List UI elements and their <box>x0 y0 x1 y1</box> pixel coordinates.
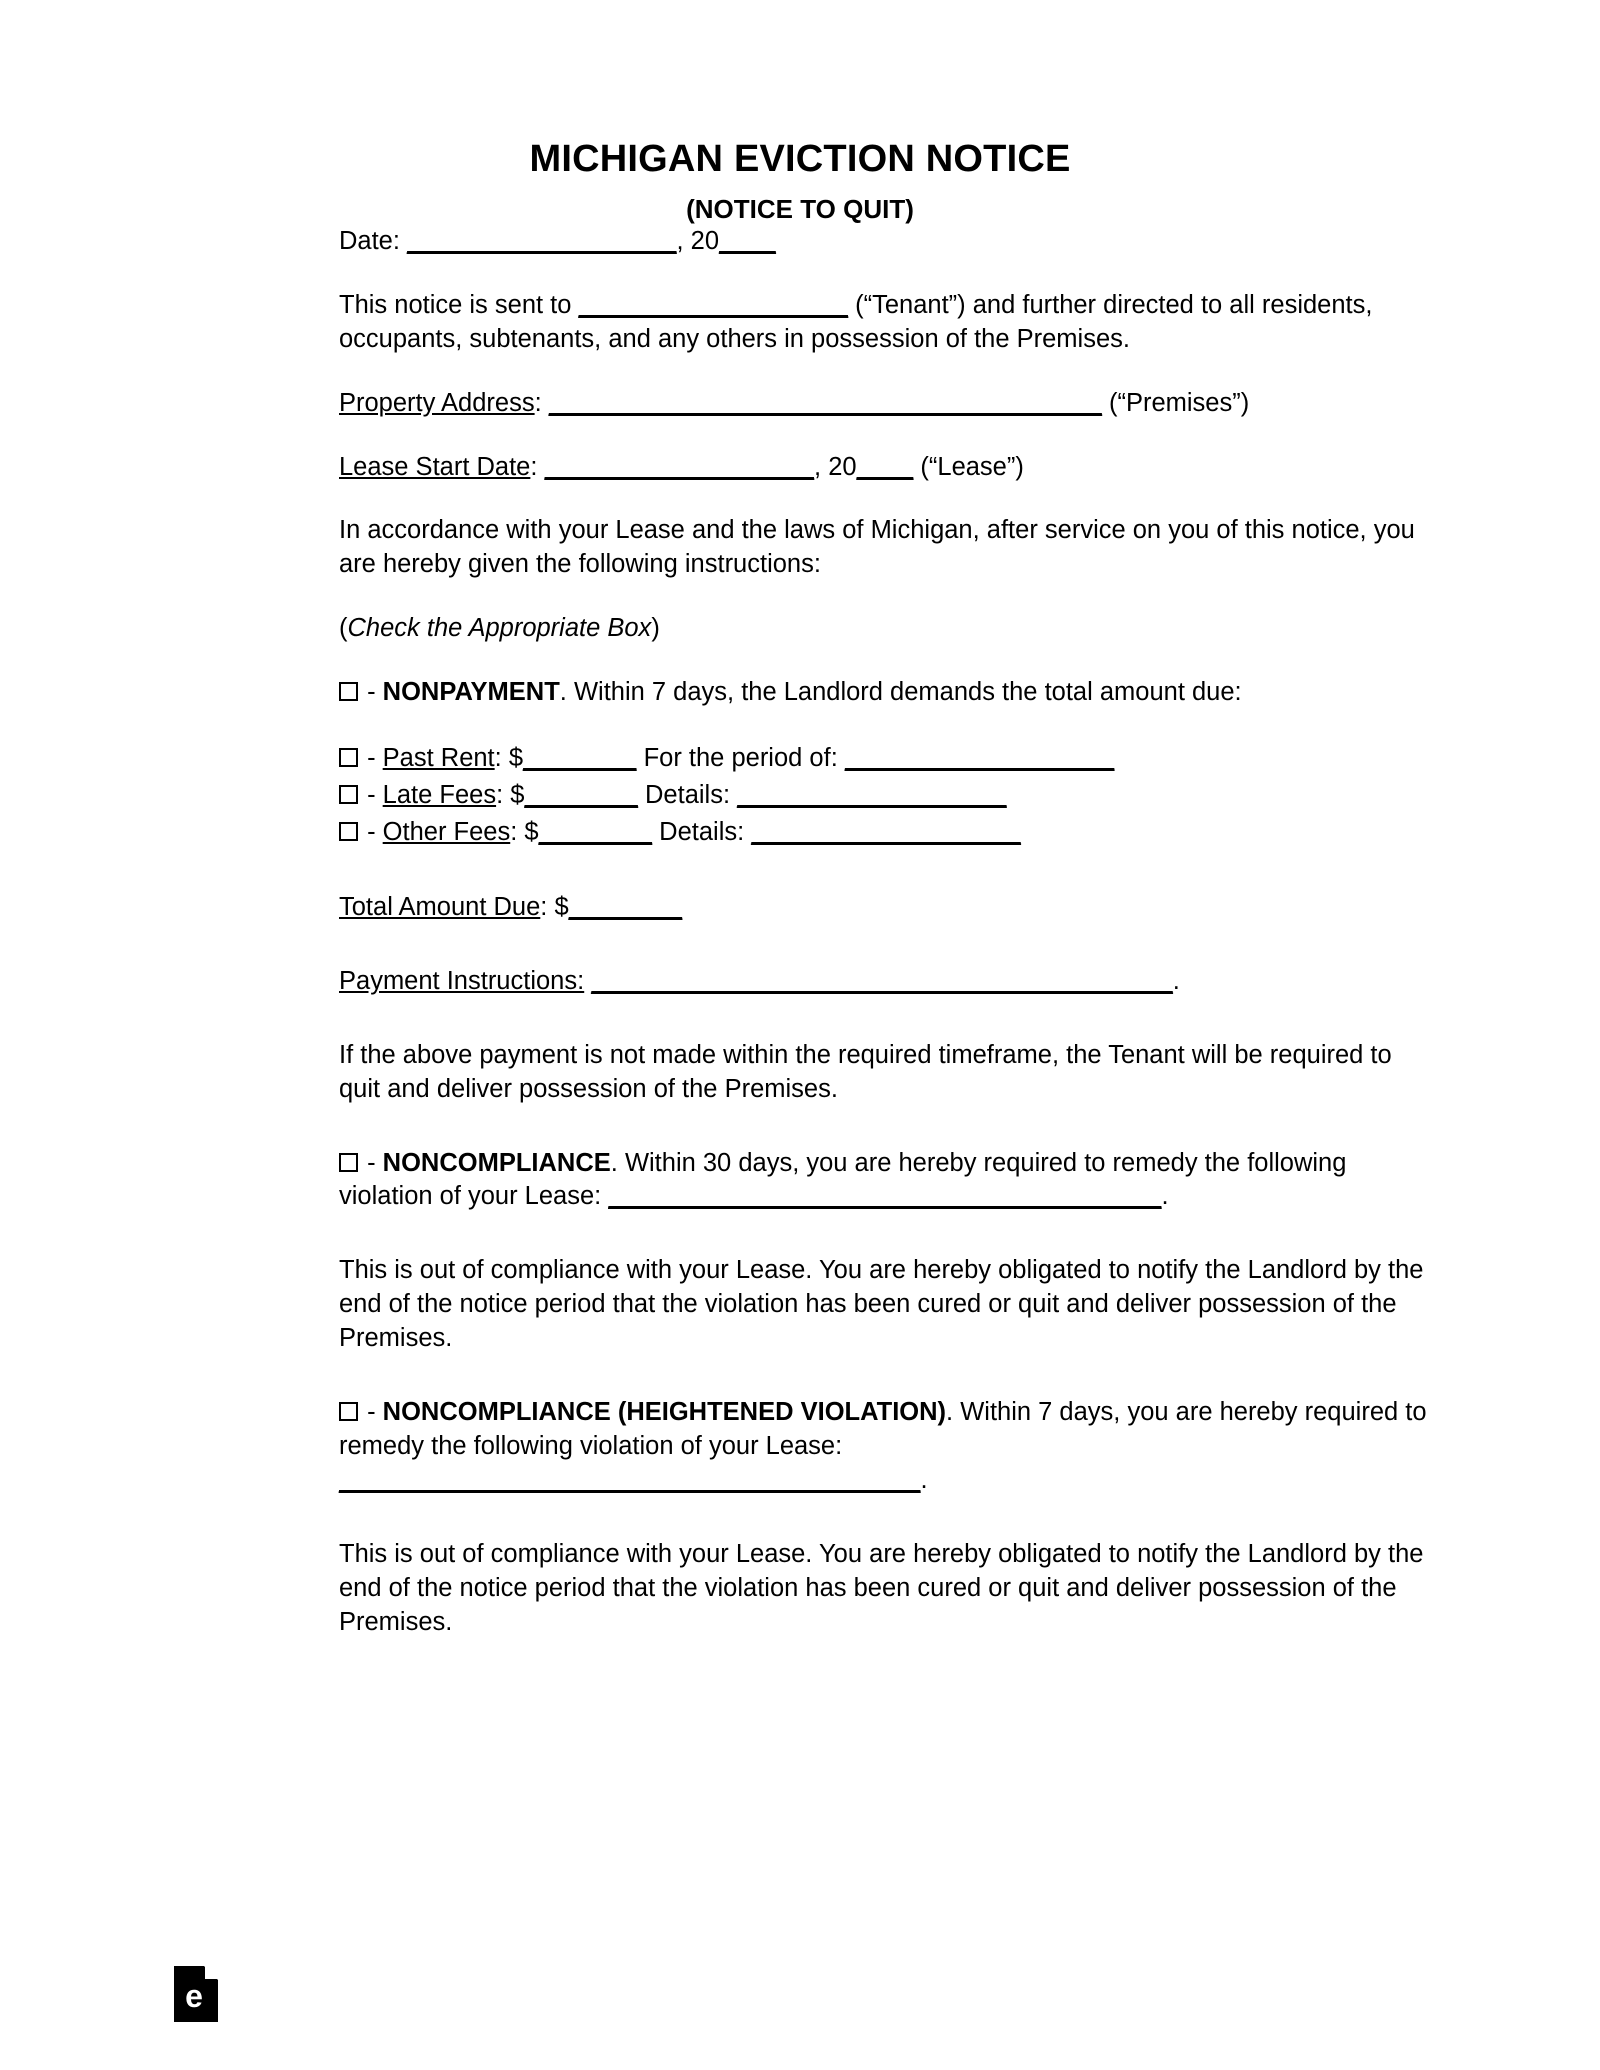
late-fees-label: Late Fees <box>382 781 497 810</box>
other-fees-checkbox[interactable] <box>339 822 358 841</box>
nonpayment-separator: - <box>360 678 383 707</box>
late-fees-currency: $ <box>503 781 525 810</box>
accordance-paragraph: In accordance with your Lease and the laws of Michigan, after service on you of this notice, you are hereby given the following instructions: <box>339 516 1415 579</box>
noncompliance-heightened-option <box>339 1396 1427 1498</box>
list-item <box>339 740 1427 777</box>
total-amount-due-colon: : <box>540 892 548 921</box>
nonpayment-option <box>339 676 1427 710</box>
eforms-document-logo-icon <box>174 1966 218 2022</box>
late-fees-detail-blank[interactable]: ___________________ <box>737 781 1007 810</box>
lease-start-date-colon: : <box>530 452 538 481</box>
payment-instructions-blank[interactable]: _________________________________________ <box>591 966 1173 995</box>
other-fees-colon: : <box>510 817 518 846</box>
date-blank[interactable]: ___________________ <box>407 226 677 255</box>
late-fees-separator: - <box>360 781 383 810</box>
other-fees-label: Other Fees <box>382 817 511 846</box>
other-fees-detail-label: Details: <box>652 817 745 846</box>
other-fees-separator: - <box>360 817 383 846</box>
date-year-prefix: , 20 <box>676 226 720 255</box>
past-rent-amount-blank[interactable]: ________ <box>523 744 637 773</box>
noncompliance-heightened-checkbox[interactable] <box>339 1402 358 1421</box>
noncompliance-text: Within 30 days, you are hereby required to remedy the following violation of your Lease: <box>339 1148 1347 1211</box>
noncompliance-heightened-period: . <box>920 1465 928 1494</box>
past-rent-separator: - <box>360 744 383 773</box>
late-fees-amount-blank[interactable]: ________ <box>524 781 638 810</box>
total-amount-due-blank[interactable]: ________ <box>568 892 683 921</box>
logo-letter: e <box>185 1978 203 2014</box>
noncompliance-heading: NONCOMPLIANCE <box>382 1148 611 1177</box>
noncompliance-period: . <box>1161 1182 1169 1211</box>
noncompliance-option <box>339 1147 1427 1215</box>
noncompliance-checkbox[interactable] <box>339 1153 358 1172</box>
list-item <box>339 777 1427 814</box>
close-paren: ) <box>651 614 660 643</box>
late-fees-checkbox[interactable] <box>339 785 358 804</box>
date-label: Date: <box>339 226 400 255</box>
past-rent-colon: : <box>494 744 502 773</box>
payment-instructions-period: . <box>1172 966 1180 995</box>
nonpayment-consequence: If the above payment is not made within the required timeframe, the Tenant will be required to quit and deliver possession of the Premises. <box>339 1040 1392 1103</box>
lease-start-date-label: Lease Start Date <box>339 452 531 481</box>
check-box-instruction <box>339 612 1427 646</box>
total-amount-due-currency: $ <box>547 892 569 921</box>
nonpayment-heading: NONPAYMENT <box>382 678 560 707</box>
past-rent-detail-label: For the period of: <box>636 744 838 773</box>
property-address-line <box>339 387 1427 421</box>
noncompliance-heightened-dot: . <box>946 1398 954 1427</box>
other-fees-detail-blank[interactable]: ___________________ <box>751 817 1021 846</box>
lease-year-prefix: , 20 <box>814 452 857 481</box>
notice-recipient-paragraph <box>339 289 1427 357</box>
open-paren: ( <box>339 614 348 643</box>
nonpayment-dot: . <box>559 678 567 707</box>
noncompliance-consequence: This is out of compliance with your Lease. You are hereby obligated to notify the Landlord by the end of the notice period that the violation has been cured or quit and deliver possession of the Premises. <box>339 1256 1424 1353</box>
lease-start-date-line <box>339 451 1427 485</box>
notice-recipient-prefix: This notice is sent to <box>339 290 572 319</box>
check-box-instruction-text: Check the Appropriate Box <box>347 614 652 643</box>
total-amount-due-label: Total Amount Due <box>339 892 541 921</box>
property-address-label: Property Address <box>339 388 535 417</box>
date-line <box>339 225 1427 259</box>
total-amount-due-line <box>339 891 1427 925</box>
page-title: MICHIGAN EVICTION NOTICE <box>529 138 1071 180</box>
lease-start-date-blank[interactable]: ___________________ <box>544 452 815 481</box>
date-year-blank[interactable]: ____ <box>719 226 776 255</box>
noncompliance-separator: - <box>360 1148 383 1177</box>
late-fees-colon: : <box>496 781 504 810</box>
lease-suffix: (“Lease”) <box>920 452 1024 481</box>
nonpayment-checkbox[interactable] <box>339 682 358 701</box>
property-address-colon: : <box>534 388 542 417</box>
noncompliance-dot: . <box>610 1148 618 1177</box>
payment-instructions-line <box>339 965 1427 999</box>
noncompliance-heightened-violation-blank[interactable]: _________________________________________ <box>339 1465 921 1494</box>
page-subtitle: (NOTICE TO QUIT) <box>686 193 914 224</box>
property-address-suffix: (“Premises”) <box>1108 388 1250 417</box>
list-item <box>339 814 1427 851</box>
other-fees-currency: $ <box>517 817 539 846</box>
past-rent-checkbox[interactable] <box>339 748 358 767</box>
past-rent-detail-blank[interactable]: ___________________ <box>844 744 1115 773</box>
noncompliance-heightened-text: Within 7 days, you are hereby required to remedy the following violation of your Lease: <box>339 1398 1427 1461</box>
noncompliance-heightened-separator: - <box>360 1398 383 1427</box>
tenant-name-blank[interactable]: ___________________ <box>578 290 849 319</box>
noncompliance-violation-blank[interactable]: _______________________________________ <box>608 1182 1162 1211</box>
nonpayment-items <box>339 740 1427 851</box>
past-rent-label: Past Rent <box>382 744 495 773</box>
past-rent-currency: $ <box>501 744 524 773</box>
payment-instructions-label: Payment Instructions: <box>339 966 585 995</box>
notice-recipient-suffix: (“Tenant”) and further directed to all residents, occupants, subtenants, and any others in possession of the Premises. <box>339 290 1373 353</box>
other-fees-amount-blank[interactable]: ________ <box>538 817 653 846</box>
document-body <box>173 225 1427 1640</box>
noncompliance-heightened-heading: NONCOMPLIANCE (HEIGHTENED VIOLATION) <box>382 1398 947 1427</box>
property-address-blank[interactable]: _______________________________________ <box>548 388 1102 417</box>
noncompliance-heightened-consequence: This is out of compliance with your Lease. You are hereby obligated to notify the Landlord by the end of the notice period that the violation has been cured or quit and deliver possession of the Premises. <box>339 1539 1424 1636</box>
lease-year-blank[interactable]: ____ <box>856 452 914 481</box>
late-fees-detail-label: Details: <box>637 781 731 810</box>
nonpayment-text: Within 7 days, the Landlord demands the total amount due: <box>566 678 1242 707</box>
